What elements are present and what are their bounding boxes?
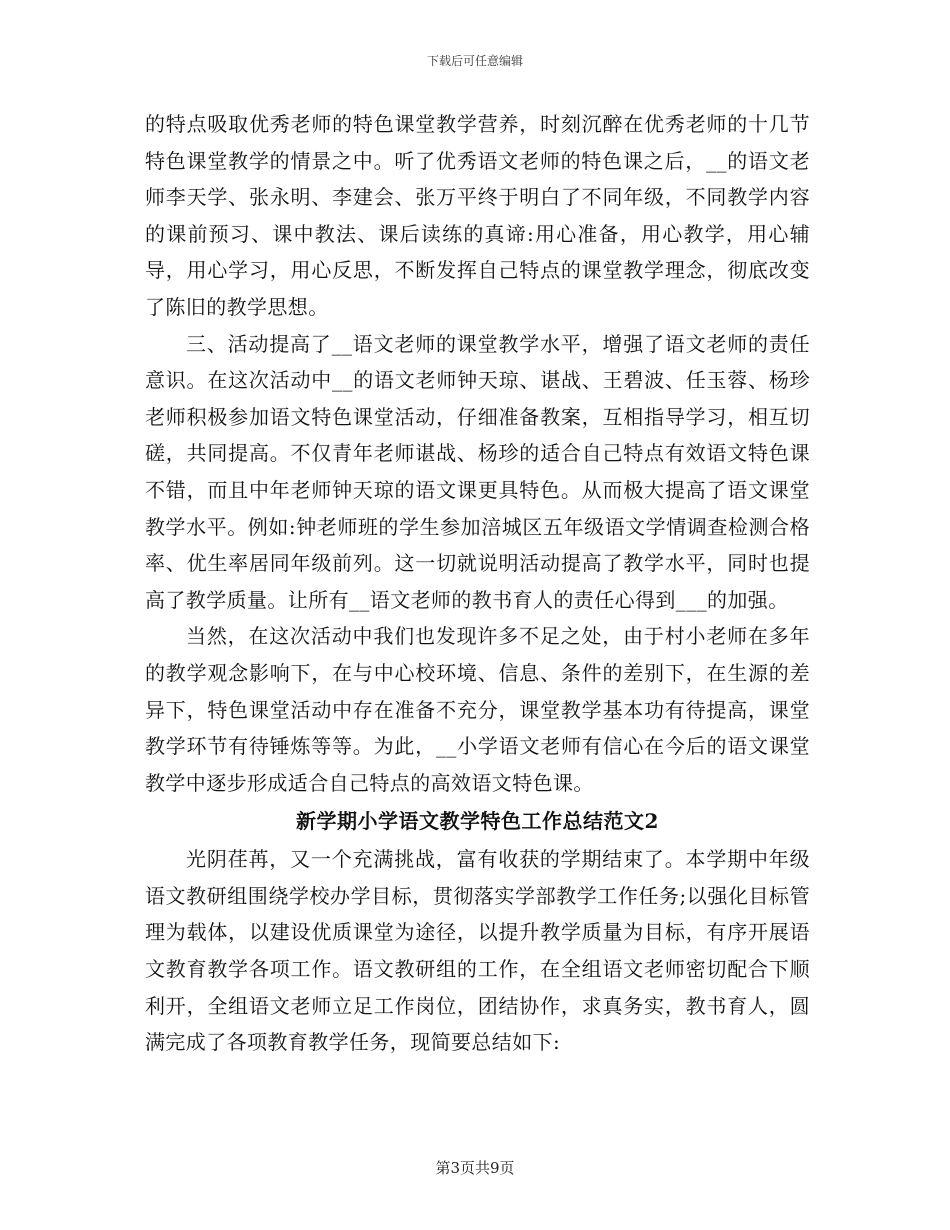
section-title: 新学期小学语文教学特色工作总结范文2 [296,809,659,834]
body-paragraph-3: 当然，在这次活动中我们也发现许多不足之处，由于村小老师在多年的教学观念影响下，在与中心校环境、信息、条件的差别下，在生源的差异下，特色课堂活动中存在准备不充分，课堂教学基本功有待提高，课堂教学环节有待锤炼等等。为此，__小学语文老师有信心在今后的语文课堂教学中逐步形成适合自己特点的高效语文特色课。 [145,624,810,795]
download-note: 下载后可任意编辑 [426,54,523,68]
body-paragraph-1: 的特点吸取优秀老师的特色课堂教学营养，时刻沉醉在优秀老师的十几节特色课堂教学的情景之中。听了优秀语文老师的特色课之后，__的语文老师李天学、张永明、李建会、张万平终于明白了不同年级，不同教学内容的课前预习、课中教法、课后读练的真谛:用心准备，用心教学，用心辅导，用心学习，用心反思，不断发挥自己特点的课堂教学理念，彻底改变了陈旧的教学思想。 [145,112,810,319]
section-paragraph-1: 光阴荏苒，又一个充满挑战，富有收获的学期结束了。本学期中年级语文教研组围绕学校办学目标，贯彻落实学部教学工作任务;以强化目标管理为载体，以建设优质课堂为途径，以提升教学质量为目标，有序开展语文教育教学各项工作。语文教研组的工作，在全组语文老师密切配合下顺利开，全组语文老师立足工作岗位，团结协作，求真务实，教书育人，圆满完成了各项教育教学任务，现简要总结如下: [145,847,810,1055]
page-number: 第3页共9页 [435,1159,515,1177]
document-body [145,106,810,1061]
body-paragraph-2: 三、活动提高了__语文老师的课堂教学水平，增强了语文老师的责任意识。在这次活动中__的语文老师钟天琼、谌战、王碧波、任玉蓉、杨珍老师积极参加语文特色课堂活动，仔细准备教案，互相指导学习，相互切磋，共同提高。不仅青年老师谌战、杨珍的适合自己特点有效语文特色课不错，而且中年老师钟天琼的语文课更具特色。从而极大提高了语文课堂教学水平。例如:钟老师班的学生参加涪城区五年级语文学情调查检测合格率、优生率居同年级前列。这一切就说明活动提高了教学水平，同时也提高了教学质量。让所有__语文老师的教书育人的责任心得到___的加强。 [145,331,810,612]
